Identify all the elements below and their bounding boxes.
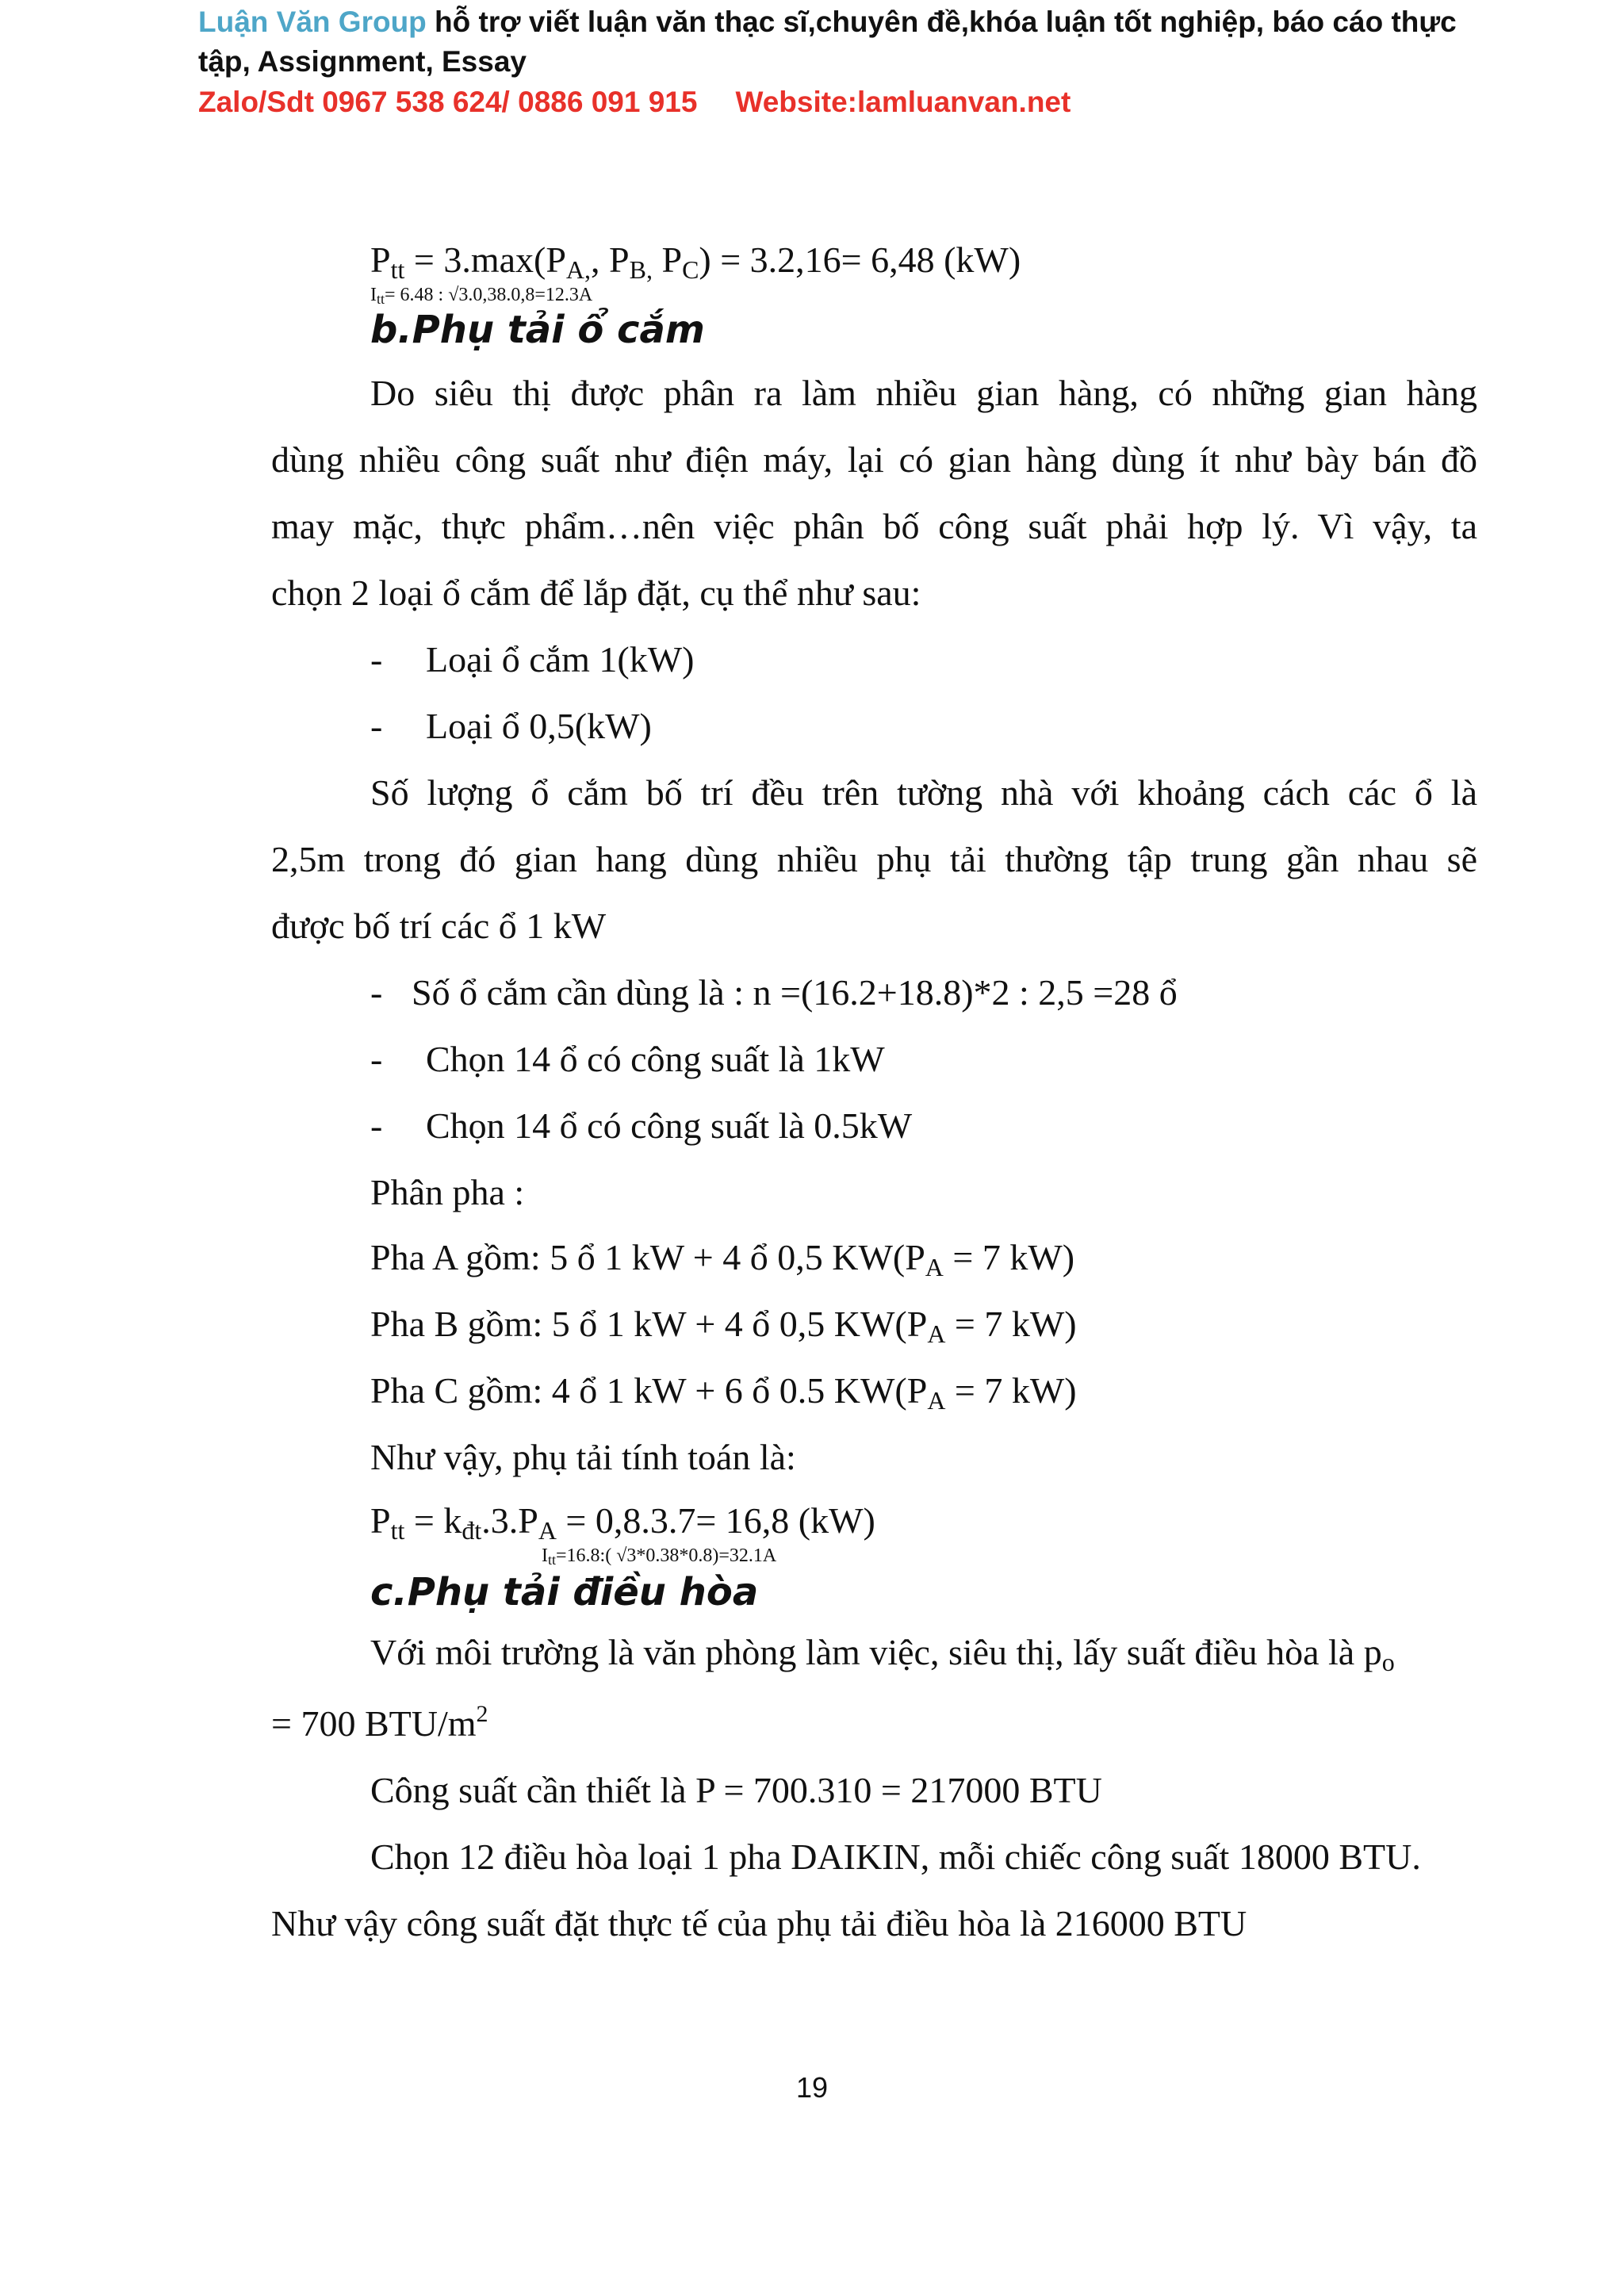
formula-ptt-max: $P_{tt} = 3.\max(P_{A,}$, $P_{B,}$ $P_C) = 3.2,16= 6,48$ (kW) (370, 239, 1021, 284)
itt-formula-b: $I_{tt}=16.8$:( √3*0.38*0.8)=32.1A (542, 1545, 777, 1568)
para-b2-line1: Số lượng ổ cắm bố trí đều trên tường nhà với khoảng cách các ổ là (370, 772, 1477, 813)
ac-choice: Chọn 12 điều hòa loại 1 pha DAIKIN, mỗi chiếc công suất 18000 BTU. (370, 1836, 1421, 1877)
contact-phone[interactable]: Zalo/Sdt 0967 538 624/ 0886 091 915 (198, 86, 698, 118)
list-item: - Chọn 14 ổ có công suất là 0.5kW (370, 1105, 913, 1146)
conclusion-b: Như vậy, phụ tải tính toán là: (370, 1437, 796, 1477)
website-link[interactable]: Website:lamluanvan.net (735, 86, 1071, 118)
list-item: - Chọn 14 ổ có công suất là 1kW (370, 1039, 885, 1079)
para-b1-line1: Do siêu thị được phân ra làm nhiều gian hàng, có những gian hàng (370, 373, 1477, 413)
para-c1-line1: Với môi trường là văn phòng làm việc, siêu thị, lấy suất điều hòa là $p_o$ (370, 1632, 1395, 1676)
page-number: 19 (795, 2071, 829, 2104)
para-b1-line2: dùng nhiều công suất như điện máy, lại có gian hàng dùng ít như bày bán đồ (271, 439, 1477, 480)
para-b2-line3: được bố trí các ổ 1 kW (271, 906, 607, 946)
header-contact-line (198, 82, 1071, 123)
header-tagline: hỗ trợ viết luận văn thạc sĩ,chuyên đề,khóa luận tốt nghiệp, báo cáo thực (426, 6, 1457, 38)
header-line-1 (198, 2, 1457, 43)
para-b1-line4: chọn 2 loại ổ cắm để lắp đặt, cụ thể như sau: (271, 573, 921, 613)
phase-a: Pha A gồm: 5 ổ 1 kW + 4 ổ 0,5 $KW(P_A = 7$ kW) (370, 1237, 1075, 1281)
itt-formula-a: $I_{tt}= 6.48$ : √3.0,38.0,8=12.3A (370, 285, 593, 307)
list-item: - Loại ổ 0,5(kW) (370, 706, 652, 746)
ac-final-power: Như vậy công suất đặt thực tế của phụ tải điều hòa là 216000 BTU (271, 1903, 1247, 1944)
para-b2-line2: 2,5m trong đó gian hang dùng nhiều phụ tải thường tập trung gần nhau sẽ (271, 839, 1477, 879)
heading-c: c.Phụ tải điều hòa (370, 1570, 759, 1614)
brand-name[interactable]: Luận Văn Group (198, 6, 427, 38)
para-c1-line2: = 700 BTU/$m^2$ (271, 1701, 488, 1744)
list-item: - Loại ổ cắm 1(kW) (370, 639, 695, 680)
phan-pha-label: Phân pha : (370, 1172, 525, 1212)
power-required: Công suất cần thiết là P = 700.310 = 217000 BTU (370, 1770, 1102, 1810)
heading-b: b.Phụ tải ổ cắm (370, 308, 705, 352)
header-line-2: tập, Assignment, Essay (198, 45, 527, 78)
list-item: - Số ổ cắm cần dùng là : n =(16.2+18.8)*2 : 2,5 =28 ổ (370, 972, 1178, 1013)
para-b1-line3: may mặc, thực phẩm…nên việc phân bố công suất phải hợp lý. Vì vậy, ta (271, 506, 1477, 546)
phase-b: Pha B gồm: 5 ổ 1 kW + 4 ổ 0,5 $KW(P_A = 7$ kW) (370, 1304, 1077, 1348)
phase-c: Pha C gồm: 4 ổ 1 kW + 6 ổ 0.5 $KW(P_A = 7$ kW) (370, 1370, 1077, 1415)
formula-ptt-kdt: $P_{tt} = k_{đt}.3.P_A = 0,8.3.7= 16,8$ (kW) (370, 1500, 875, 1545)
